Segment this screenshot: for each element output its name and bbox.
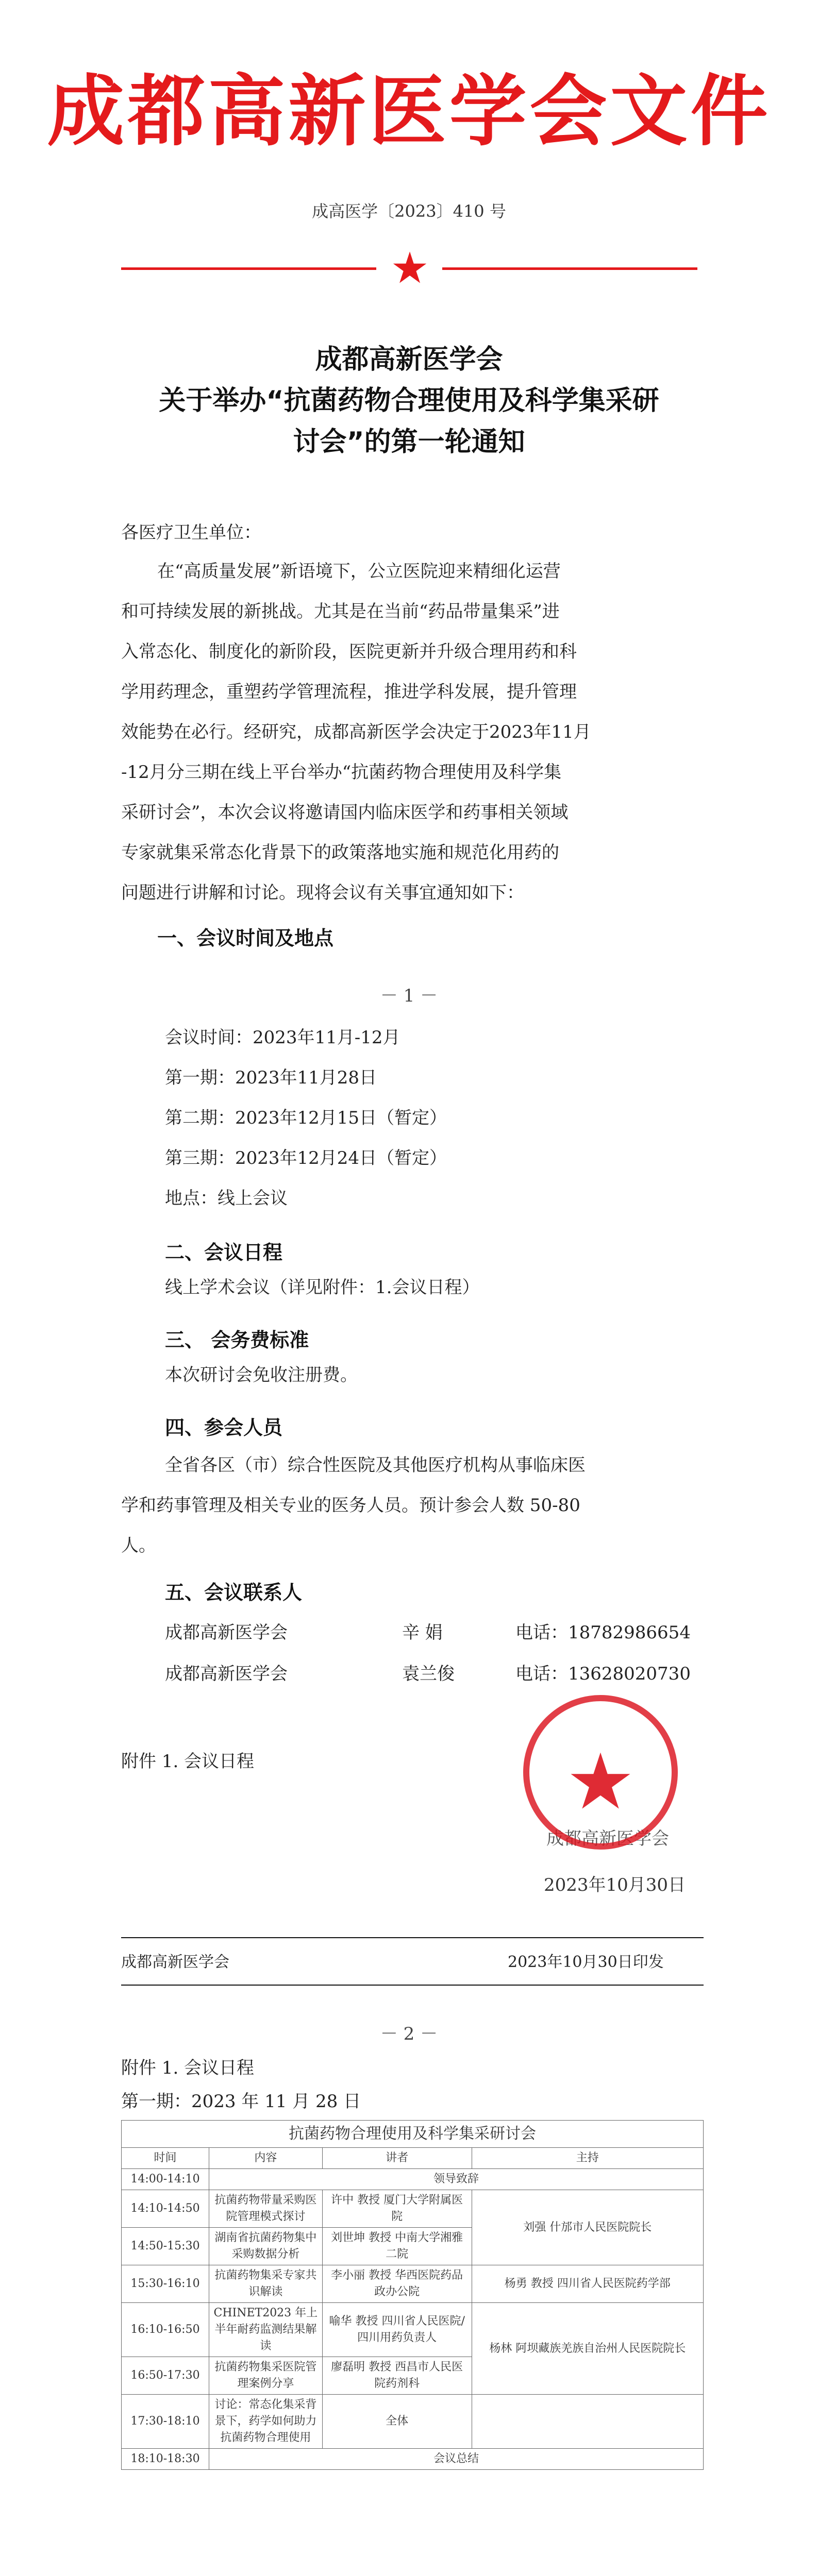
red-star-icon: ★	[390, 243, 429, 293]
speaker-cell: 李小丽 教授 华西医院药品政办公院	[322, 2265, 472, 2303]
meeting-time: 会议时间：2023年11月-12月	[165, 1027, 400, 1048]
salutation: 各医疗卫生单位：	[121, 522, 261, 543]
section4-heading: 四、参会人员	[165, 1416, 283, 1439]
section4-line: 人。	[121, 1535, 156, 1556]
intro-line: 效能势在必行。经研究，成都高新医学会决定于2023年11月	[121, 722, 591, 742]
time-cell: 14:00-14:10	[122, 2169, 209, 2190]
speaker-cell: 许中 教授 厦门大学附属医院	[322, 2190, 472, 2228]
time-cell: 16:50-17:30	[122, 2357, 209, 2395]
table-row	[122, 2190, 704, 2228]
footer-org: 成都高新医学会	[121, 1953, 229, 1971]
column-header: 讲者	[322, 2148, 472, 2169]
period2-date: 第二期：2023年12月15日（暂定）	[165, 1108, 447, 1128]
section2-heading: 二、会议日程	[165, 1241, 283, 1264]
section4-line: 学和药事管理及相关专业的医务人员。预计参会人数 50-80	[121, 1495, 580, 1516]
intro-paragraph	[121, 551, 704, 913]
host-cell: 杨勇 教授 四川省人民医院药学部	[472, 2265, 704, 2303]
period3-date: 第三期：2023年12月24日（暂定）	[165, 1148, 447, 1168]
table-row	[122, 2449, 704, 2470]
time-cell: 14:10-14:50	[122, 2190, 209, 2228]
contact2-name: 袁兰俊	[402, 1664, 455, 1684]
content-cell: 湖南省抗菌药物集中采购数据分析	[209, 2228, 322, 2265]
host-cell	[472, 2395, 704, 2449]
time-cell: 14:50-15:30	[122, 2228, 209, 2265]
host-cell: 杨林 阿坝藏族羌族自治州人民医院院长	[472, 2303, 704, 2395]
contact1-phone: 电话：18782986654	[515, 1622, 691, 1643]
attachment-note: 附件 1. 会议日程	[121, 1751, 255, 1772]
time-cell: 16:10-16:50	[122, 2303, 209, 2357]
speaker-cell: 刘世坤 教授 中南大学湘雅二院	[322, 2228, 472, 2265]
column-header: 时间	[122, 2148, 209, 2169]
red-rule-right	[442, 267, 697, 270]
section1-lines	[165, 1018, 447, 1218]
seal-star-icon: ★	[565, 1737, 636, 1827]
section4-line: 全省各区（市）综合性医院及其他医疗机构从事临床医	[165, 1455, 586, 1476]
footer-issued: 2023年10月30日印发	[508, 1953, 664, 1971]
content-cell: 讨论：常态化集采背景下，药学如何助力抗菌药物合理使用	[209, 2395, 322, 2449]
attachment-title: 附件 1. 会议日程	[121, 2058, 255, 2078]
column-header: 内容	[209, 2148, 322, 2169]
section5-heading: 五、会议联系人	[165, 1581, 303, 1604]
column-header: 主持	[472, 2148, 704, 2169]
content-cell: 会议总结	[209, 2449, 703, 2470]
contact1-name: 辛 娟	[402, 1622, 443, 1643]
contact1-org: 成都高新医学会	[165, 1622, 288, 1643]
signature-date: 2023年10月30日	[544, 1875, 686, 1895]
table-row	[122, 2169, 704, 2190]
time-cell: 15:30-16:10	[122, 2265, 209, 2303]
speaker-cell: 全体	[322, 2395, 472, 2449]
table-row	[122, 2265, 704, 2303]
content-cell: 抗菌药物带量采购医院管理模式探讨	[209, 2190, 322, 2228]
section2-text: 线上学术会议（详见附件：1.会议日程）	[165, 1277, 480, 1298]
notice-title-line2: 关于举办“抗菌药物合理使用及科学集采研	[159, 385, 659, 416]
signature-org: 成都高新医学会	[546, 1828, 669, 1849]
page-number-2: － 2 －	[380, 2024, 438, 2044]
content-cell: CHINET2023 年上半年耐药监测结果解读	[209, 2303, 322, 2357]
intro-line: -12月分三期在线上平台举办“抗菌药物合理使用及科学集	[121, 762, 562, 783]
speaker-cell: 喻华 教授 四川省人民医院/四川用药负责人	[322, 2303, 472, 2357]
red-rule-left	[121, 267, 376, 270]
document-header-title: 成都高新医学会文件	[47, 67, 771, 157]
intro-line: 和可持续发展的新挑战。尤其是在当前“药品带量集采”进	[121, 601, 560, 622]
period1-heading: 第一期：2023 年 11 月 28 日	[121, 2091, 361, 2112]
table-row	[122, 2303, 704, 2357]
content-cell: 抗菌药物集采专家共识解读	[209, 2265, 322, 2303]
footer-rule-top	[121, 1937, 704, 1938]
intro-line: 问题进行讲解和讨论。现将会议有关事宜通知如下：	[121, 883, 524, 903]
host-cell: 刘强 什邡市人民医院院长	[472, 2190, 704, 2265]
speaker-cell: 廖磊明 教授 西昌市人民医院药剂科	[322, 2357, 472, 2395]
table-row	[122, 2395, 704, 2449]
table-title: 抗菌药物合理使用及科学集采研讨会	[122, 2121, 704, 2148]
contact2-phone: 电话：13628020730	[515, 1664, 691, 1684]
intro-line: 采研讨会”，本次会议将邀请国内临床医学和药事相关领域	[121, 802, 569, 823]
intro-line: 在“高质量发展”新语境下，公立医院迎来精细化运营	[157, 561, 561, 582]
contact2-org: 成都高新医学会	[165, 1664, 288, 1684]
notice-title-line1: 成都高新医学会	[315, 344, 503, 375]
content-cell: 领导致辞	[209, 2169, 703, 2190]
notice-title-line3: 讨会”的第一轮通知	[293, 427, 525, 457]
content-cell: 抗菌药物集采医院管理案例分享	[209, 2357, 322, 2395]
section4-text	[121, 1445, 704, 1566]
official-seal-stamp	[523, 1695, 678, 1850]
document-number: 成高医学〔2023〕410 号	[312, 201, 506, 221]
table-title-row	[122, 2121, 704, 2148]
period1-date: 第一期：2023年11月28日	[165, 1067, 377, 1088]
time-cell: 17:30-18:10	[122, 2395, 209, 2449]
section3-heading: 三、 会务费标准	[165, 1329, 309, 1351]
section3-text: 本次研讨会免收注册费。	[165, 1365, 358, 1385]
intro-line: 入常态化、制度化的新阶段，医院更新并升级合理用药和科	[121, 641, 577, 662]
time-cell: 18:10-18:30	[122, 2449, 209, 2470]
schedule-table	[121, 2120, 704, 2470]
intro-line: 学用药理念，重塑药学管理流程，推进学科发展，提升管理	[121, 682, 577, 702]
meeting-location: 地点：线上会议	[165, 1188, 288, 1209]
table-header-row	[122, 2148, 704, 2169]
section1-heading: 一、会议时间及地点	[157, 927, 334, 950]
page-number-1: － 1 －	[380, 986, 438, 1006]
footer-rule-bottom	[121, 1985, 704, 1986]
intro-line: 专家就集采常态化背景下的政策落地实施和规范化用药的	[121, 842, 559, 863]
